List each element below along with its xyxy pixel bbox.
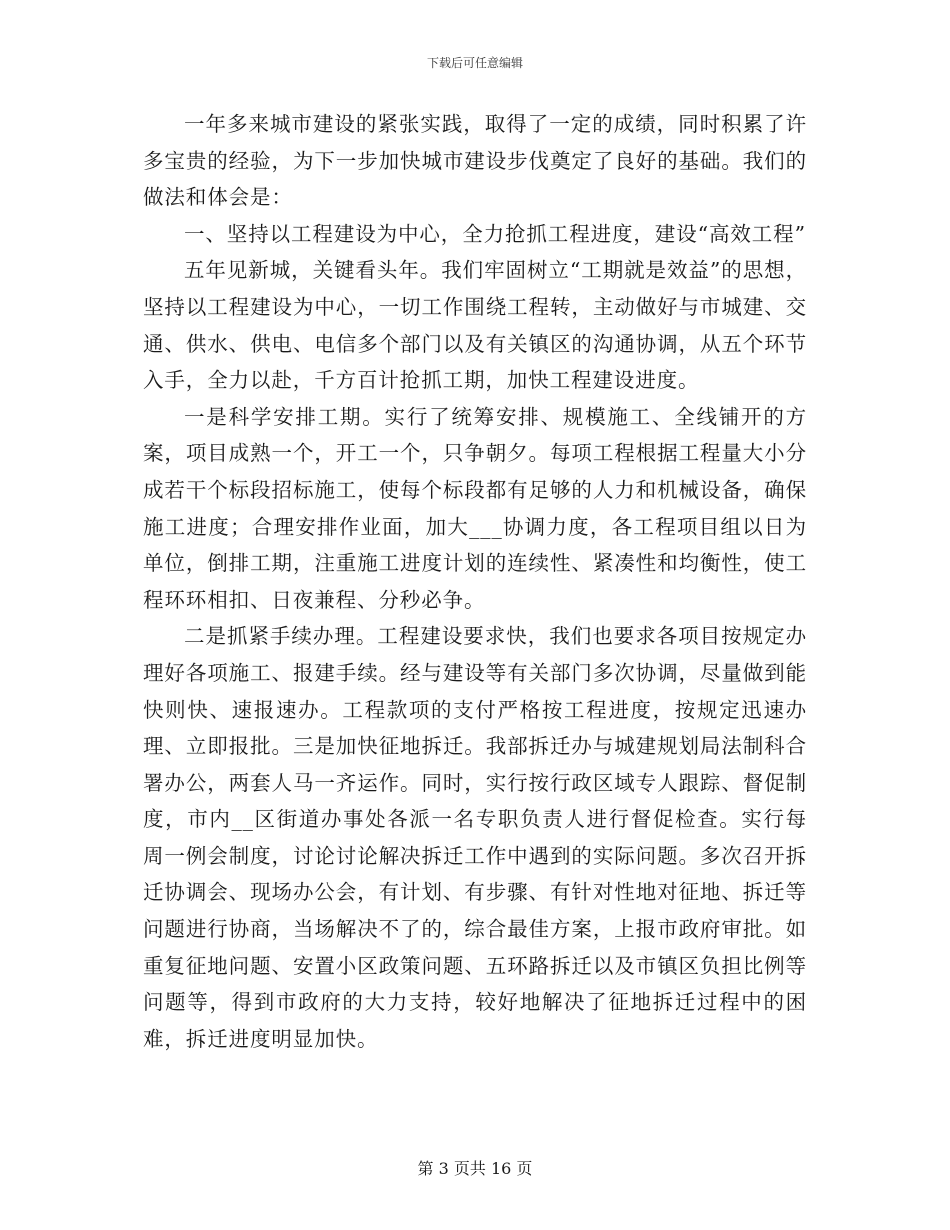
page-number: 第 3 页共 16 页 [417,1159,533,1178]
paragraph-intro: 一年多来城市建设的紧张实践，取得了一定的成绩，同时积累了许多宝贵的经验，为下一步加快城市建设步伐奠定了良好的基础。我们的做法和体会是： [143,112,807,210]
page-header-note: 下载后可任意编辑 [426,56,523,70]
section-heading: 一、坚持以工程建设为中心，全力抢抓工程进度，建设“高效工程” [184,221,806,246]
document-body [143,106,807,1057]
paragraph-overview: 五年见新城，关键看头年。我们牢固树立“工期就是效益”的思想，坚持以工程建设为中心，一切工作围绕工程转，主动做好与市城建、交通、供水、供电、电信多个部门以及有关镇区的沟通协调，从五个环节入手，全力以赴，千方百计抢抓工期，加快工程建设进度。 [143,258,807,393]
paragraph-procedures: 二是抓紧手续办理。工程建设要求快，我们也要求各项目按规定办理好各项施工、报建手续。经与建设等有关部门多次协调，尽量做到能快则快、速报速办。工程款项的支付严格按工程进度，按规定迅速办理、立即报批。三是加快征地拆迁。我部拆迁办与城建规划局法制科合署办公，两套人马一齐运作。同时，实行按行政区域专人跟踪、督促制度，市内__区街道办事处各派一名专职负责人进行督促检查。实行每周一例会制度，讨论讨论解决拆迁工作中遇到的实际问题。多次召开拆迁协调会、现场办公会，有计划、有步骤、有针对性地对征地、拆迁等问题进行协商，当场解决不了的，综合最佳方案，上报市政府审批。如重复征地问题、安置小区政策问题、五环路拆迁以及市镇区负担比例等问题等，得到市政府的大力支持，较好地解决了征地拆迁过程中的困难，拆迁进度明显加快。 [143,624,807,1051]
paragraph-schedule: 一是科学安排工期。实行了统筹安排、规模施工、全线铺开的方案，项目成熟一个，开工一个，只争朝夕。每项工程根据工程量大小分成若干个标段招标施工，使每个标段都有足够的人力和机械设备，确保施工进度；合理安排作业面，加大___协调力度，各工程项目组以日为单位，倒排工期，注重施工进度计划的连续性、紧凑性和均衡性，使工程环环相扣、日夜兼程、分秒必争。 [143,404,807,612]
